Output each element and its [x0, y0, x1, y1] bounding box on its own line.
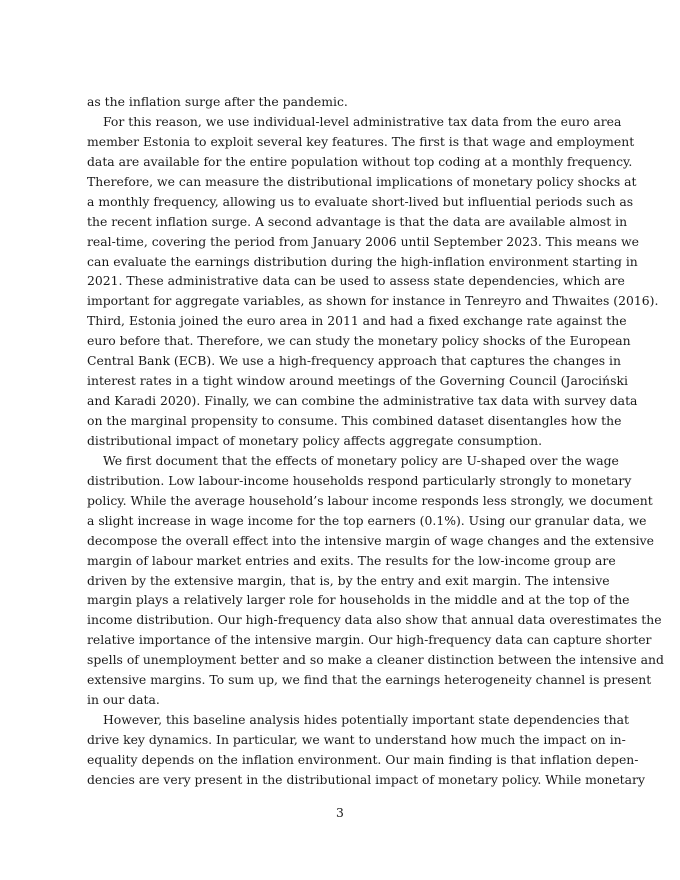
text-line: extensive margins. To sum up, we find that the earnings heterogeneity channel is present [87, 672, 652, 688]
text-line: distribution. Low labour-income households respond particularly strongly to monetary [87, 472, 632, 488]
text-line: real-time, covering the period from January 2006 until September 2023. This means we [87, 233, 639, 249]
text-line: relative importance of the intensive margin. Our high-frequency data can capture shorter [87, 632, 652, 648]
text-line: 2021. These administrative data can be used to assess state dependencies, which are [87, 273, 625, 289]
page-body [87, 92, 664, 790]
text-line: margin plays a relatively larger role for households in the middle and at the top of the [87, 592, 630, 608]
text-line: can evaluate the earnings distribution during the high-inflation environment starting in [87, 253, 638, 269]
text-line: on the marginal propensity to consume. This combined dataset disentangles how the [87, 413, 622, 428]
text-line: euro before that. Therefore, we can study the monetary policy shocks of the European [87, 333, 631, 349]
text-line: interest rates in a tight window around meetings of the Governing Council (Jarociński [87, 373, 628, 389]
text-line: important for aggregate variables, as shown for instance in Tenreyro and Thwaites (2016). [87, 293, 659, 309]
text-line: as the inflation surge after the pandemic. [87, 94, 348, 109]
text-line: For this reason, we use individual-level administrative tax data from the euro area [103, 113, 622, 129]
text-line: a monthly frequency, allowing us to evaluate short-lived but influential periods such as [87, 193, 634, 209]
text-line: distributional impact of monetary policy affects aggregate consumption. [87, 432, 543, 448]
text-line: equality depends on the inflation environment. Our main finding is that inflation depen- [87, 751, 639, 767]
text-line: However, this baseline analysis hides potentially important state dependencies that [103, 712, 629, 728]
text-line: drive key dynamics. In particular, we want to understand how much the impact on in- [87, 732, 626, 747]
text-line: We first document that the effects of monetary policy are U-shaped over the wage [103, 452, 619, 468]
text-line: Therefore, we can measure the distributional implications of monetary policy shocks at [87, 173, 637, 189]
text-line: spells of unemployment better and so make a cleaner distinction between the intensive and [87, 652, 664, 668]
text-line: margin of labour market entries and exits. The results for the low-income group are [87, 552, 616, 568]
text-line: driven by the extensive margin, that is, by the entry and exit margin. The intensive [87, 572, 610, 588]
text-line: in our data. [87, 692, 160, 708]
text-line: dencies are very present in the distributional impact of monetary policy. While monetary [87, 771, 645, 787]
text-line: member Estonia to exploit several key features. The first is that wage and employment [87, 133, 635, 149]
page-number: 3 [336, 805, 344, 820]
text-line: data are available for the entire population without top coding at a monthly frequency. [87, 153, 633, 169]
text-line: and Karadi 2020). Finally, we can combine the administrative tax data with survey data [87, 393, 638, 409]
text-line: policy. While the average household’s labour income responds less strongly, we document [87, 492, 653, 508]
text-line: income distribution. Our high-frequency data also show that annual data overestimates the [87, 612, 662, 628]
text-line: a slight increase in wage income for the top earners (0.1%). Using our granular data, we [87, 512, 647, 528]
text-line: Third, Estonia joined the euro area in 2011 and had a fixed exchange rate against the [87, 313, 627, 329]
text-line: Central Bank (ECB). We use a high-frequency approach that captures the changes in [87, 353, 621, 369]
text-line: the recent inflation surge. A second advantage is that the data are available almost in [87, 213, 628, 229]
text-line: decompose the overall effect into the intensive margin of wage changes and the extensive [87, 532, 654, 548]
